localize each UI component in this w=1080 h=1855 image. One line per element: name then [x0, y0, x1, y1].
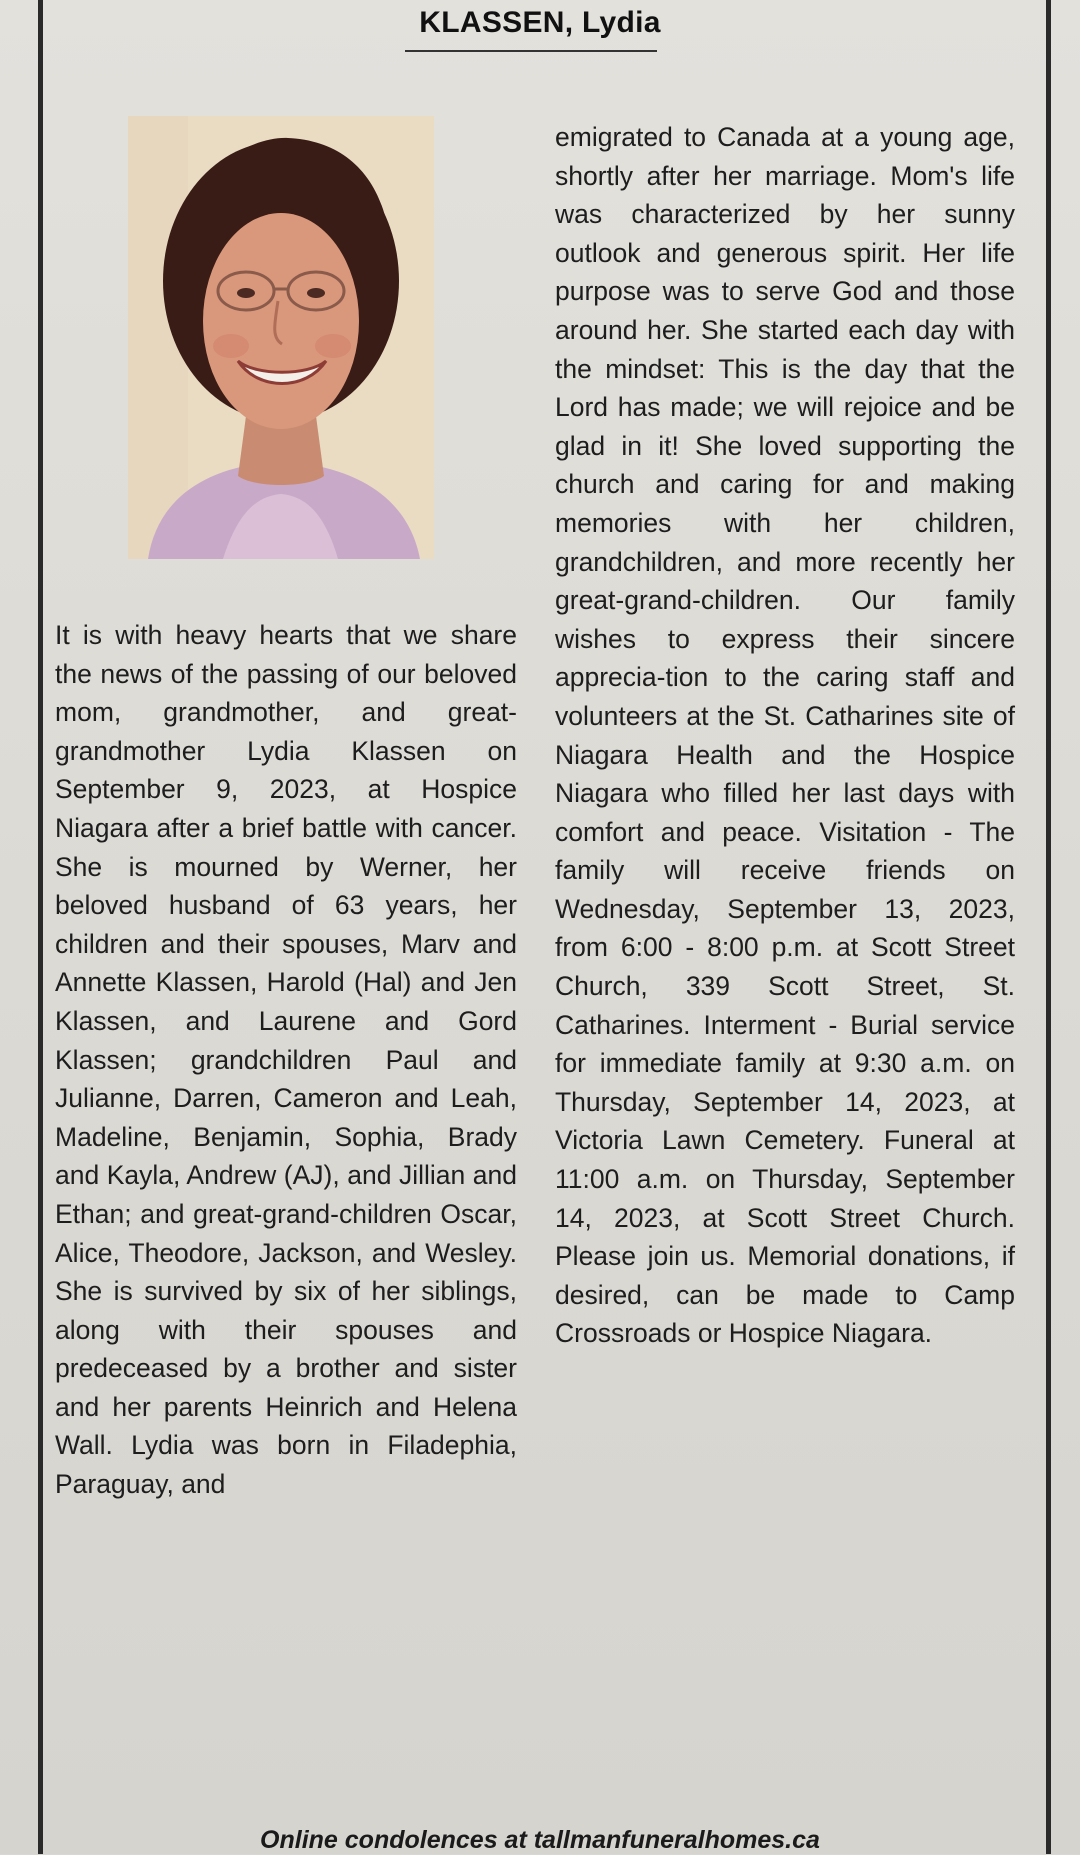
portrait-icon — [128, 116, 434, 559]
left-column-rule — [38, 0, 43, 1854]
obituary-title: KLASSEN, Lydia — [419, 6, 661, 39]
title-underline — [405, 50, 657, 52]
portrait-photo — [128, 116, 434, 559]
obituary-paragraph-left: It is with heavy hearts that we share the news of the passing of our beloved mom, grandmother, and great-grandmother Lydia Klassen on September 9, 2023, at Hospice Niagara after a brief battle with cancer. She is mourned by Werner, her beloved husband of 63 years, her children and their spouses, Marv and Annette Klassen, Harold (Hal) and Jen Klassen, and Laurene and Gord Klassen; grandchildren Paul and Julianne, Darren, Cameron and Leah, Madeline, Benjamin, Sophia, Brady and Kayla, Andrew (AJ), and Jillian and Ethan; and great-grand-children Oscar, Alice, Theodore, Jackson, and Wesley. She is survived by six of her siblings, along with their spouses and predeceased by a brother and sister and her parents Heinrich and Helena Wall. Lydia was born in Filadephia, Paraguay, and — [55, 620, 517, 1500]
obituary-paragraph-right: emigrated to Canada at a young age, shortly after her marriage. Mom's life was characterized by her sunny outlook and generous spirit. Her life purpose was to serve God and those around her. She started each day with the mindset: This is the day that the Lord has made; we will rejoice and be glad in it! She loved supporting the church and caring for and making memories with her children, grandchildren, and more recently her great-grand-children. Our family wishes to express their sincere apprecia-tion to the caring staff and volunteers at the St. Catharines site of Niagara Health and the Hospice Niagara who filled her last days with comfort and peace. Visitation - The family will receive friends on Wednesday, September 13, 2023, from 6:00 - 8:00 p.m. at Scott Street Church, 339 Scott Street, St. Catharines. Interment - Burial service for immediate family at 9:30 a.m. on Thursday, September 14, 2023, at Victoria Lawn Cemetery. Funeral at 11:00 a.m. on Thursday, September 14, 2023, at Scott Street Church. Please join us. Memorial donations, if desired, can be made to Camp Crossroads or Hospice Niagara. — [555, 122, 1015, 1349]
obituary-text-right-column — [555, 118, 1015, 1353]
condolences-link[interactable]: Online condolences at tallmanfuneralhomes.ca — [260, 1826, 820, 1854]
right-column-rule — [1046, 0, 1051, 1854]
obituary-text-left-column — [55, 616, 517, 1504]
